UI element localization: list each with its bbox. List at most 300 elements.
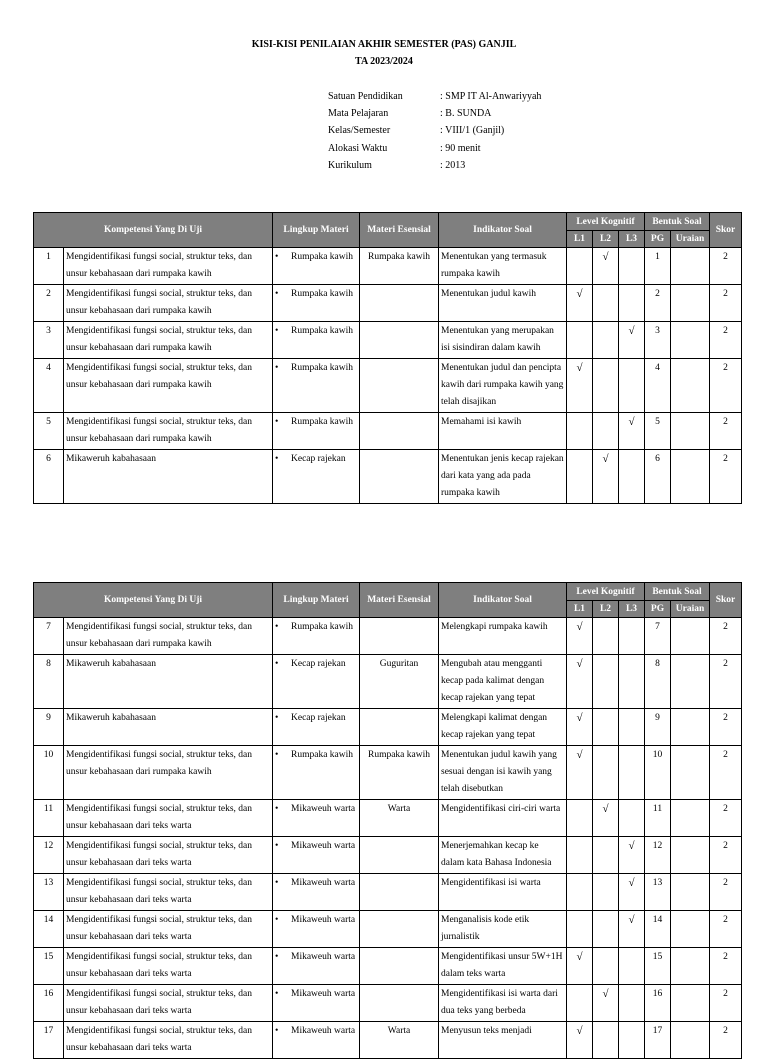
header-bentuk-soal: Bentuk Soal [645, 583, 710, 601]
level-l1-cell [567, 285, 593, 322]
materi-esensial-cell: Rumpaka kawih [360, 746, 439, 800]
kompetensi-cell: Mengidentifikasi fungsi social, struktur teks, dan unsur kebahasaan dari teks warta [64, 1022, 273, 1059]
row-number: 14 [34, 911, 64, 948]
pg-number-cell: 3 [645, 322, 671, 359]
bullet-item [275, 414, 357, 431]
identity-block [328, 88, 541, 174]
level-l2-cell [593, 709, 619, 746]
uraian-cell [671, 800, 710, 837]
kompetensi-cell: Mikaweruh kabahasaan [64, 450, 273, 504]
pg-number-cell: 2 [645, 285, 671, 322]
check-icon: √ [602, 988, 609, 1000]
lingkup-materi-cell [273, 874, 360, 911]
level-l2-cell [593, 837, 619, 874]
kompetensi-cell: Mikaweruh kabahasaan [64, 709, 273, 746]
check-icon: √ [576, 749, 583, 761]
row-number: 1 [34, 248, 64, 285]
pg-number-cell: 6 [645, 450, 671, 504]
lingkup-materi-cell [273, 837, 360, 874]
identity-label: Mata Pelajaran [328, 108, 389, 120]
kompetensi-cell: Mengidentifikasi fungsi social, struktur teks, dan unsur kebahasaan dari rumpaka kawih [64, 322, 273, 359]
row-number: 12 [34, 837, 64, 874]
materi-esensial-cell [360, 618, 439, 655]
document-title: KISI-KISI PENILAIAN AKHIR SEMESTER (PAS) GANJIL [251, 39, 517, 50]
identity-value: : SMP IT Al-Anwariyyah [440, 91, 542, 102]
lingkup-materi-text: Kecap rajekan [291, 659, 346, 669]
indikator-cell: Menentukan yang termasuk rumpaka kawih [439, 248, 567, 285]
kompetensi-cell: Mengidentifikasi fungsi social, struktur teks, dan unsur kebahasaan dari rumpaka kawih [64, 359, 273, 413]
level-l2-cell [593, 359, 619, 413]
kisi-table-1 [33, 212, 742, 504]
indikator-cell: Mengidentifikasi isi warta dari dua teks yang berbeda [439, 985, 567, 1022]
materi-esensial-cell [360, 413, 439, 450]
pg-number-cell: 11 [645, 800, 671, 837]
kompetensi-cell: Mengidentifikasi fungsi social, struktur teks, dan unsur kebahasaan dari rumpaka kawih [64, 285, 273, 322]
check-icon: √ [602, 251, 609, 263]
table-row [34, 285, 742, 322]
header-row [34, 583, 742, 601]
table-row [34, 655, 742, 709]
row-number: 9 [34, 709, 64, 746]
identity-label: Kurikulum [328, 159, 372, 171]
header-l3: L3 [619, 231, 645, 248]
row-number: 7 [34, 618, 64, 655]
level-l3-cell [619, 450, 645, 504]
table-row [34, 746, 742, 800]
bullet-icon: • [275, 750, 279, 760]
level-l1-cell [567, 1022, 593, 1059]
lingkup-materi-cell [273, 655, 360, 709]
check-icon: √ [576, 658, 583, 670]
kompetensi-cell: Mengidentifikasi fungsi social, struktur teks, dan unsur kebahasaan dari rumpaka kawih [64, 413, 273, 450]
indikator-cell: Menentukan jenis kecap rajekan dari kata yang ada pada rumpaka kawih [439, 450, 567, 504]
level-l3-cell [619, 618, 645, 655]
level-l2-cell [593, 655, 619, 709]
level-l1-cell [567, 800, 593, 837]
skor-cell: 2 [710, 985, 742, 1022]
row-number: 2 [34, 285, 64, 322]
pg-number-cell: 14 [645, 911, 671, 948]
indikator-cell: Melengkapi kalimat dengan kecap rajekan yang tepat [439, 709, 567, 746]
bullet-icon: • [275, 417, 279, 427]
row-number: 8 [34, 655, 64, 709]
check-icon: √ [576, 712, 583, 724]
check-icon: √ [576, 621, 583, 633]
lingkup-materi-cell [273, 618, 360, 655]
indikator-cell: Mengubah atau mengganti kecap pada kalimat dengan kecap rajekan yang tepat [439, 655, 567, 709]
skor-cell: 2 [710, 413, 742, 450]
bullet-item [275, 838, 357, 855]
materi-esensial-cell [360, 285, 439, 322]
level-l2-cell [593, 874, 619, 911]
skor-cell: 2 [710, 248, 742, 285]
pg-number-cell: 16 [645, 985, 671, 1022]
lingkup-materi-text: Mikaweuh warta [291, 804, 356, 814]
lingkup-materi-text: Mikaweuh warta [291, 841, 356, 851]
level-l3-cell [619, 1022, 645, 1059]
pg-number-cell: 8 [645, 655, 671, 709]
header-l1: L1 [567, 601, 593, 618]
identity-row [328, 88, 541, 105]
level-l2-cell [593, 618, 619, 655]
kompetensi-cell: Mengidentifikasi fungsi social, struktur teks, dan unsur kebahasaan dari teks warta [64, 985, 273, 1022]
uraian-cell [671, 985, 710, 1022]
check-icon: √ [576, 288, 583, 300]
header-l2: L2 [593, 231, 619, 248]
materi-esensial-cell: Warta [360, 800, 439, 837]
level-l3-cell [619, 800, 645, 837]
lingkup-materi-text: Mikaweuh warta [291, 1026, 356, 1036]
row-number: 6 [34, 450, 64, 504]
uraian-cell [671, 746, 710, 800]
level-l1-cell [567, 322, 593, 359]
lingkup-materi-cell [273, 746, 360, 800]
bullet-icon: • [275, 713, 279, 723]
bullet-item [275, 710, 357, 727]
indikator-cell: Menyusun teks menjadi [439, 1022, 567, 1059]
table-row [34, 248, 742, 285]
lingkup-materi-cell [273, 709, 360, 746]
lingkup-materi-cell [273, 1022, 360, 1059]
lingkup-materi-cell [273, 248, 360, 285]
kompetensi-cell: Mengidentifikasi fungsi social, struktur teks, dan unsur kebahasaan dari rumpaka kawih [64, 618, 273, 655]
identity-value: : 90 menit [440, 142, 481, 154]
identity-row [328, 157, 541, 174]
lingkup-materi-text: Rumpaka kawih [291, 252, 354, 262]
bullet-icon: • [275, 804, 279, 814]
pg-number-cell: 1 [645, 248, 671, 285]
indikator-cell: Menentukan judul kawih [439, 285, 567, 322]
header-materi-esensial: Materi Esensial [360, 213, 439, 248]
bullet-item [275, 949, 357, 966]
table-row [34, 911, 742, 948]
header-pg: PG [645, 231, 671, 248]
materi-esensial-cell [360, 874, 439, 911]
bullet-icon: • [275, 841, 279, 851]
check-icon: √ [576, 1025, 583, 1037]
skor-cell: 2 [710, 618, 742, 655]
indikator-cell: Menentukan yang merupakan isi sisindiran dalam kawih [439, 322, 567, 359]
kompetensi-cell: Mengidentifikasi fungsi social, struktur teks, dan unsur kebahasaan dari teks warta [64, 874, 273, 911]
bullet-item [275, 801, 357, 818]
table-row [34, 874, 742, 911]
indikator-cell: Menentukan judul dan pencipta kawih dari rumpaka kawih yang telah disajikan [439, 359, 567, 413]
lingkup-materi-text: Mikaweuh warta [291, 915, 356, 925]
uraian-cell [671, 285, 710, 322]
row-number: 15 [34, 948, 64, 985]
lingkup-materi-text: Rumpaka kawih [291, 417, 354, 427]
table-row [34, 1022, 742, 1059]
table-row [34, 837, 742, 874]
identity-value: : 2013 [440, 159, 466, 171]
level-l2-cell [593, 413, 619, 450]
lingkup-materi-cell [273, 359, 360, 413]
header-skor: Skor [710, 213, 742, 248]
bullet-item [275, 286, 357, 303]
bullet-item [275, 912, 357, 929]
level-l3-cell [619, 985, 645, 1022]
skor-cell: 2 [710, 1022, 742, 1059]
row-number: 17 [34, 1022, 64, 1059]
uraian-cell [671, 911, 710, 948]
bullet-icon: • [275, 622, 279, 632]
level-l1-cell [567, 746, 593, 800]
bullet-icon: • [275, 454, 279, 464]
level-l2-cell [593, 948, 619, 985]
indikator-cell: Menganalisis kode etik jurnalistik [439, 911, 567, 948]
bullet-item [275, 249, 357, 266]
skor-cell: 2 [710, 800, 742, 837]
pg-number-cell: 5 [645, 413, 671, 450]
lingkup-materi-text: Rumpaka kawih [291, 363, 354, 373]
header-skor: Skor [710, 583, 742, 618]
skor-cell: 2 [710, 359, 742, 413]
level-l2-cell [593, 285, 619, 322]
table-row [34, 985, 742, 1022]
level-l3-cell [619, 911, 645, 948]
row-number: 5 [34, 413, 64, 450]
skor-cell: 2 [710, 874, 742, 911]
header-pg: PG [645, 601, 671, 618]
uraian-cell [671, 248, 710, 285]
materi-esensial-cell [360, 985, 439, 1022]
uraian-cell [671, 874, 710, 911]
level-l3-cell [619, 709, 645, 746]
row-number: 13 [34, 874, 64, 911]
bullet-item [275, 451, 357, 468]
lingkup-materi-text: Mikaweuh warta [291, 989, 356, 999]
lingkup-materi-cell [273, 948, 360, 985]
row-number: 3 [34, 322, 64, 359]
level-l1-cell [567, 655, 593, 709]
lingkup-materi-cell [273, 800, 360, 837]
bullet-item [275, 656, 357, 673]
kisi-table-2 [33, 582, 742, 1059]
level-l2-cell [593, 322, 619, 359]
uraian-cell [671, 413, 710, 450]
indikator-cell: Memahami isi kawih [439, 413, 567, 450]
materi-esensial-cell [360, 359, 439, 413]
materi-esensial-cell [360, 322, 439, 359]
header-lingkup-materi: Lingkup Materi [273, 583, 360, 618]
check-icon: √ [576, 362, 583, 374]
identity-row [328, 140, 541, 157]
header-kompetensi: Kompetensi Yang Di Uji [34, 213, 273, 248]
header-uraian: Uraian [671, 601, 710, 618]
level-l1-cell [567, 618, 593, 655]
identity-row [328, 122, 541, 139]
check-icon: √ [576, 951, 583, 963]
table-row [34, 450, 742, 504]
skor-cell: 2 [710, 322, 742, 359]
header-materi-esensial: Materi Esensial [360, 583, 439, 618]
kompetensi-cell: Mengidentifikasi fungsi social, struktur teks, dan unsur kebahasaan dari teks warta [64, 800, 273, 837]
check-icon: √ [628, 914, 635, 926]
level-l3-cell [619, 322, 645, 359]
identity-row [328, 105, 541, 122]
check-icon: √ [628, 325, 635, 337]
bullet-icon: • [275, 326, 279, 336]
header-l1: L1 [567, 231, 593, 248]
level-l1-cell [567, 985, 593, 1022]
header-level-kognitif: Level Kognitif [567, 213, 645, 231]
bullet-item [275, 323, 357, 340]
skor-cell: 2 [710, 911, 742, 948]
uraian-cell [671, 948, 710, 985]
pg-number-cell: 4 [645, 359, 671, 413]
uraian-cell [671, 450, 710, 504]
identity-label: Alokasi Waktu [328, 142, 388, 154]
level-l3-cell [619, 746, 645, 800]
skor-cell: 2 [710, 948, 742, 985]
kompetensi-cell: Mikaweruh kabahasaan [64, 655, 273, 709]
materi-esensial-cell [360, 837, 439, 874]
lingkup-materi-cell [273, 285, 360, 322]
bullet-item [275, 1023, 357, 1040]
level-l3-cell [619, 874, 645, 911]
identity-value: : VIII/1 (Ganjil) [440, 125, 505, 137]
lingkup-materi-text: Mikaweuh warta [291, 878, 356, 888]
lingkup-materi-text: Rumpaka kawih [291, 289, 354, 299]
pg-number-cell: 15 [645, 948, 671, 985]
skor-cell: 2 [710, 746, 742, 800]
pg-number-cell: 7 [645, 618, 671, 655]
bullet-icon: • [275, 289, 279, 299]
materi-esensial-cell: Warta [360, 1022, 439, 1059]
header-l3: L3 [619, 601, 645, 618]
table-row [34, 800, 742, 837]
row-number: 16 [34, 985, 64, 1022]
materi-esensial-cell [360, 709, 439, 746]
header-indikator-soal: Indikator Soal [439, 213, 567, 248]
lingkup-materi-text: Mikaweuh warta [291, 952, 356, 962]
header-l2: L2 [593, 601, 619, 618]
row-number: 10 [34, 746, 64, 800]
level-l3-cell [619, 248, 645, 285]
lingkup-materi-cell [273, 322, 360, 359]
materi-esensial-cell: Rumpaka kawih [360, 248, 439, 285]
identity-label: Satuan Pendidikan [328, 91, 403, 102]
header-indikator-soal: Indikator Soal [439, 583, 567, 618]
indikator-cell: Menerjemahkan kecap ke dalam kata Bahasa Indonesia [439, 837, 567, 874]
bullet-icon: • [275, 659, 279, 669]
check-icon: √ [628, 416, 635, 428]
header-level-kognitif: Level Kognitif [567, 583, 645, 601]
indikator-cell: Melengkapi rumpaka kawih [439, 618, 567, 655]
level-l3-cell [619, 359, 645, 413]
uraian-cell [671, 322, 710, 359]
check-icon: √ [628, 840, 635, 852]
uraian-cell [671, 655, 710, 709]
document-subtitle: TA 2023/2024 [355, 56, 413, 67]
level-l2-cell [593, 1022, 619, 1059]
table-row [34, 618, 742, 655]
indikator-cell: Menentukan judul kawih yang sesuai dengan isi kawih yang telah disebutkan [439, 746, 567, 800]
skor-cell: 2 [710, 837, 742, 874]
level-l3-cell [619, 948, 645, 985]
indikator-cell: Mengidentifikasi unsur 5W+1H dalam teks warta [439, 948, 567, 985]
uraian-cell [671, 618, 710, 655]
level-l2-cell [593, 746, 619, 800]
bullet-item [275, 747, 357, 764]
lingkup-materi-cell [273, 911, 360, 948]
uraian-cell [671, 1022, 710, 1059]
materi-esensial-cell: Guguritan [360, 655, 439, 709]
table-row [34, 948, 742, 985]
bullet-item [275, 360, 357, 377]
header-kompetensi: Kompetensi Yang Di Uji [34, 583, 273, 618]
skor-cell: 2 [710, 285, 742, 322]
identity-value: : B. SUNDA [440, 108, 492, 120]
uraian-cell [671, 837, 710, 874]
indikator-cell: Mengidentifikasi ciri-ciri warta [439, 800, 567, 837]
level-l1-cell [567, 948, 593, 985]
lingkup-materi-cell [273, 985, 360, 1022]
header-uraian: Uraian [671, 231, 710, 248]
materi-esensial-cell [360, 948, 439, 985]
level-l1-cell [567, 911, 593, 948]
table-row [34, 709, 742, 746]
lingkup-materi-text: Kecap rajekan [291, 713, 346, 723]
level-l3-cell [619, 413, 645, 450]
level-l1-cell [567, 709, 593, 746]
level-l3-cell [619, 655, 645, 709]
uraian-cell [671, 359, 710, 413]
check-icon: √ [602, 453, 609, 465]
bullet-icon: • [275, 252, 279, 262]
level-l2-cell [593, 248, 619, 285]
table-row [34, 359, 742, 413]
lingkup-materi-text: Rumpaka kawih [291, 622, 354, 632]
level-l1-cell [567, 837, 593, 874]
level-l2-cell [593, 985, 619, 1022]
pg-number-cell: 12 [645, 837, 671, 874]
indikator-cell: Mengidentifikasi isi warta [439, 874, 567, 911]
kompetensi-cell: Mengidentifikasi fungsi social, struktur teks, dan unsur kebahasaan dari rumpaka kawih [64, 746, 273, 800]
bullet-icon: • [275, 989, 279, 999]
bullet-icon: • [275, 915, 279, 925]
pg-number-cell: 9 [645, 709, 671, 746]
skor-cell: 2 [710, 709, 742, 746]
kompetensi-cell: Mengidentifikasi fungsi social, struktur teks, dan unsur kebahasaan dari teks warta [64, 837, 273, 874]
level-l2-cell [593, 800, 619, 837]
pg-number-cell: 10 [645, 746, 671, 800]
bullet-icon: • [275, 363, 279, 373]
row-number: 11 [34, 800, 64, 837]
lingkup-materi-text: Kecap rajekan [291, 454, 346, 464]
level-l3-cell [619, 837, 645, 874]
bullet-item [275, 875, 357, 892]
lingkup-materi-text: Rumpaka kawih [291, 326, 354, 336]
bullet-item [275, 986, 357, 1003]
bullet-icon: • [275, 878, 279, 888]
header-bentuk-soal: Bentuk Soal [645, 213, 710, 231]
lingkup-materi-text: Rumpaka kawih [291, 750, 354, 760]
table-row [34, 322, 742, 359]
row-number: 4 [34, 359, 64, 413]
kompetensi-cell: Mengidentifikasi fungsi social, struktur teks, dan unsur kebahasaan dari teks warta [64, 948, 273, 985]
check-icon: √ [602, 803, 609, 815]
bullet-icon: • [275, 1026, 279, 1036]
identity-label: Kelas/Semester [328, 125, 391, 137]
uraian-cell [671, 709, 710, 746]
level-l3-cell [619, 285, 645, 322]
skor-cell: 2 [710, 655, 742, 709]
kompetensi-cell: Mengidentifikasi fungsi social, struktur teks, dan unsur kebahasaan dari teks warta [64, 911, 273, 948]
materi-esensial-cell [360, 450, 439, 504]
check-icon: √ [628, 877, 635, 889]
skor-cell: 2 [710, 450, 742, 504]
